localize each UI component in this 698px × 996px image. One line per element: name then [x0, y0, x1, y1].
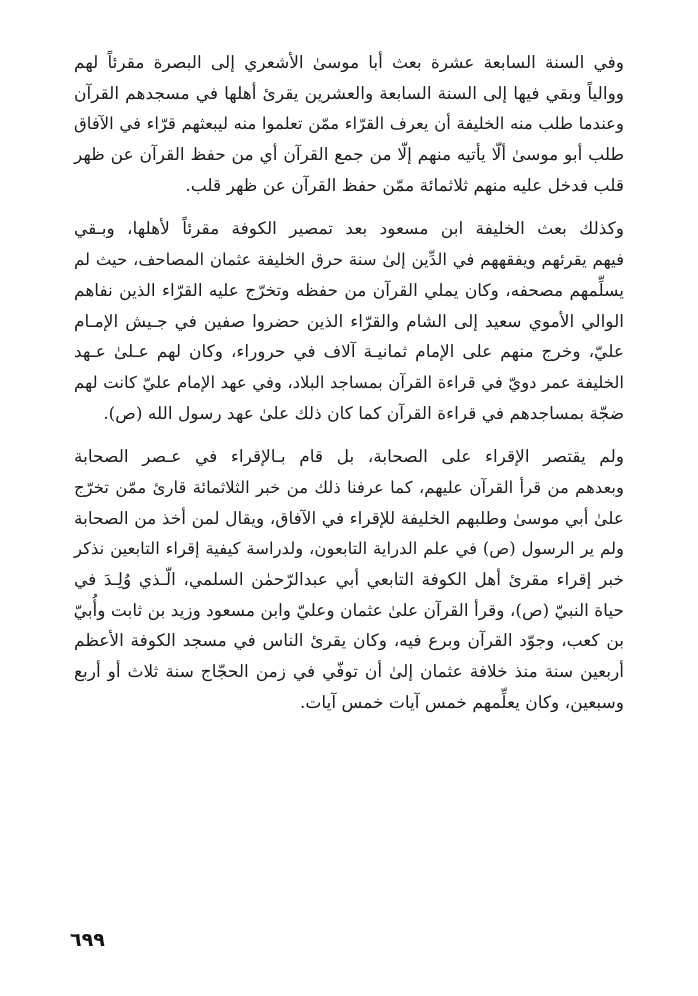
text-line: أربعين سنة منذ خلافة عثمان إلىٰ أن توفّي في زمن الحجّاج سنة ثلاث أو أربع: [74, 662, 624, 683]
text-line: ولم ير الرسول (ص) في علم الدراية التابعون، ولدراسة كيفية إقراء التابعين نذكر: [74, 539, 624, 559]
text-line: خبر إقراء مقرئ أهل الكوفة التابعي أبي عبدالرّحمٰن السلمي، الّـذي وُلِـدَ في: [74, 570, 624, 590]
text-line: وسبعين، وكان يعلِّمهم خمس آيات خمس آيات.: [300, 692, 624, 713]
text-line: بن كعب، وجوّد القرآن وبرع فيه، وكان يقرئ الناس في مسجد الكوفة الأعظم: [74, 631, 624, 652]
text-line: ووالياً وبقي فيها إلى السنة السابعة والعشرين يقرئ أهلها في مسجدهم القرآن: [74, 83, 624, 104]
text-line: حياة النبيّ (ص)، وقرأ القرآن علىٰ عثمان وعليّ وابن مسعود وزيد بن ثابت وأُبيّ: [73, 600, 624, 621]
page-number: ٦٩٩: [70, 929, 105, 951]
paragraph-gap: [74, 201, 624, 214]
text-line: عليّ، وخرج منهم على الإمام ثمانيـة آلاف في حروراء، وكان لهم عـلىٰ عـهد: [74, 342, 624, 363]
text-line: وفي السنة السابعة عشرة بعث أبا موسىٰ الأشعري إلى البصرة مقرئاً لهم: [74, 53, 624, 73]
text-line: الوالي الأموي سعيد إلى الشام والقرّاء الذين حضروا صفين في جـيش الإمـام: [74, 311, 624, 332]
paragraph-1: [74, 48, 624, 201]
paragraph-2: [74, 214, 624, 429]
text-line: علىٰ أبي موسىٰ وطلبهم الخليفة للإقراء في الآفاق، ويقال لمن أخذ من الصحابة: [74, 508, 624, 529]
text-line: فيهم يقرئهم ويفقههم في الدِّين إلىٰ سنة حرق الخليفة عثمان المصاحف، حيث لم: [74, 250, 624, 270]
page-body: [74, 48, 624, 718]
paragraph-3: [74, 442, 624, 718]
text-line: يسلِّمهم مصحفه، وكان يملي القرآن من حفظه وتخرّج عليه القرّاء الذين نفاهم: [74, 280, 624, 301]
text-line: وكذلك بعث الخليفة ابن مسعود بعد تمصير الكوفة مقرئاً لأهلها، وبـقي: [74, 219, 624, 240]
text-line: وعندما طلب منه الخليفة أن يعرف القرّاء ممّن تعلموا منه ليبعثهم قرّاء في الآفاق: [74, 114, 624, 134]
paragraph-gap: [74, 429, 624, 442]
text-line: وبعدهم من قرأ القرآن عليهم، كما عرفنا ذلك من خبر الثلاثمائة قارئ ممّن تخرّج: [74, 477, 624, 497]
text-line: طلب أبو موسىٰ ألّا يأتيه منهم إلّا من جمع القرآن أي من حفظ القرآن عن ظهر: [74, 145, 624, 166]
text-line: ولم يقتصر الإقراء على الصحابة، بل قام بـالإقراء في عـصر الصحابة: [74, 447, 624, 468]
text-line: ضجّة بمساجدهم في قراءة القرآن كما كان ذلك علىٰ عهد رسول الله (ص).: [103, 403, 624, 424]
text-line: قلب فدخل عليه منهم ثلاثمائة ممّن حفظ القرآن عن ظهر قلب.: [185, 175, 624, 196]
text-line: الخليفة عمر دويّ في قراءة القرآن بمساجد البلاد، وفي عهد الإمام عليّ كانت لهم: [74, 372, 624, 392]
